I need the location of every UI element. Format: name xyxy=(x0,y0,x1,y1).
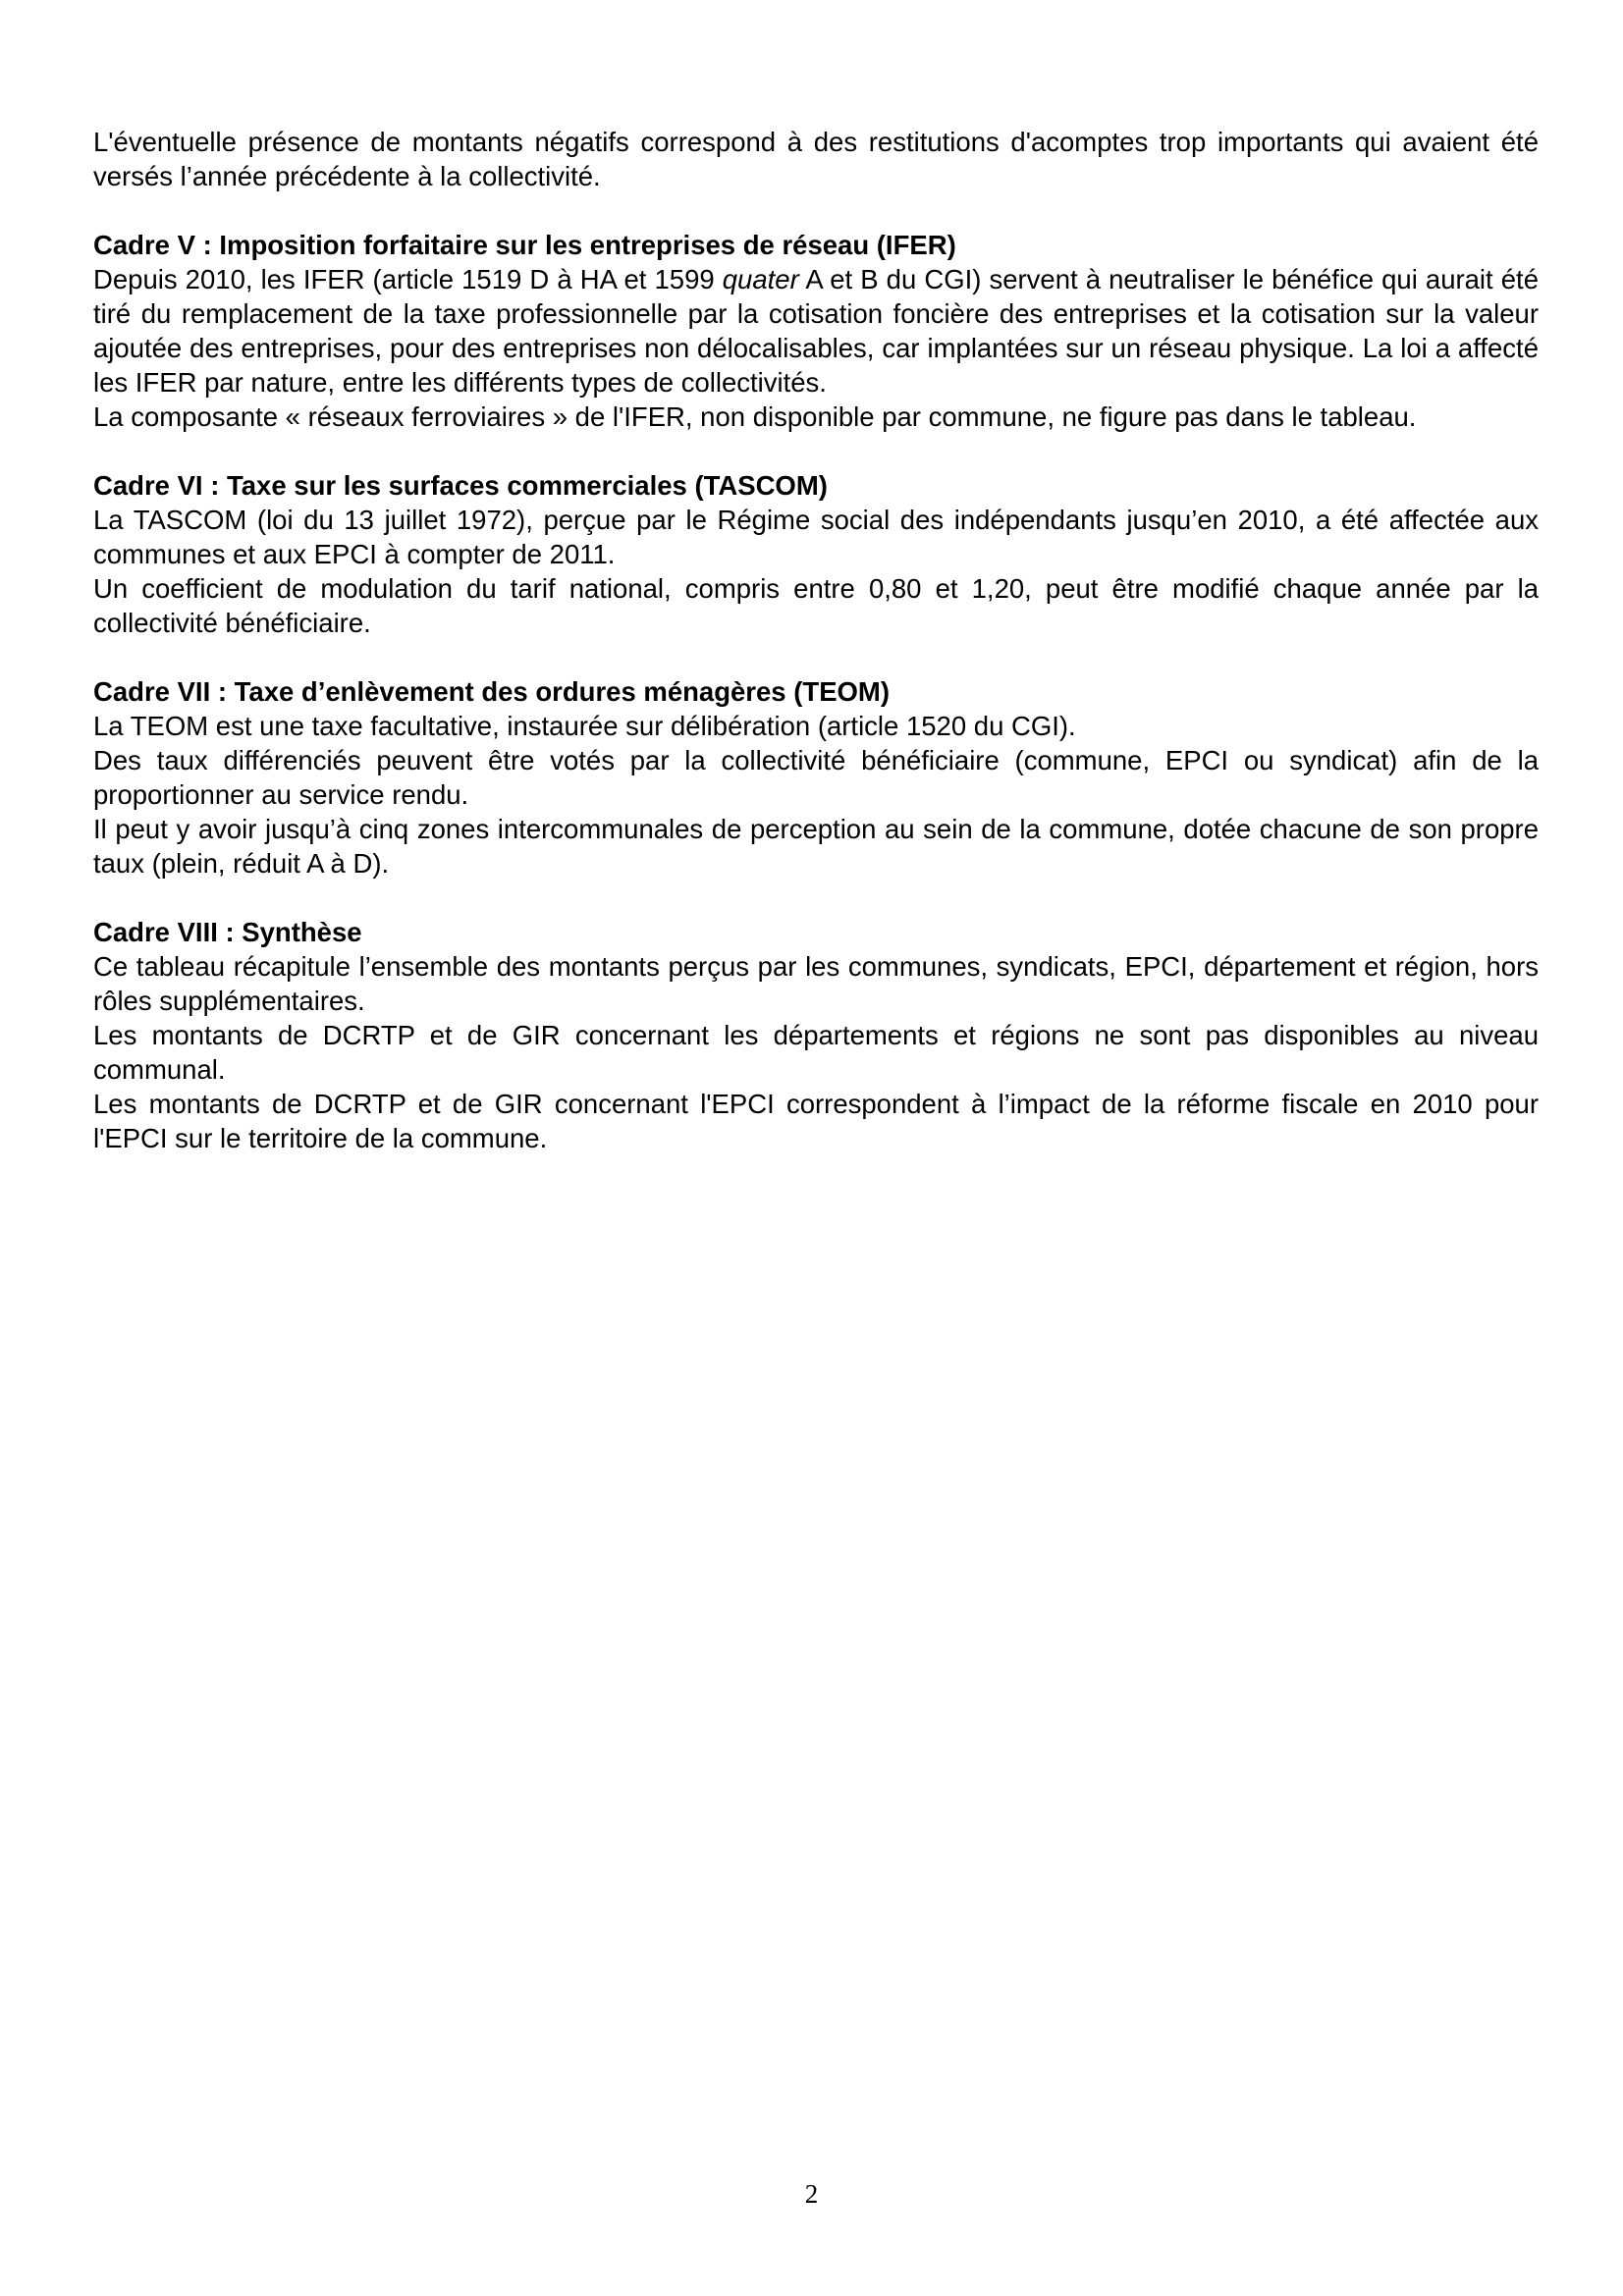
paragraph: La TEOM est une taxe facultative, instaurée sur délibération (article 1520 du CGI). xyxy=(93,711,1076,741)
section-heading: Cadre VII : Taxe d’enlèvement des ordures ménagères (TEOM) xyxy=(93,676,890,707)
paragraph: Les montants de DCRTP et de GIR concernant l'EPCI correspondent à l’impact de la réforme fiscale en 2010 pour l'EPCI sur le territoire de la commune. xyxy=(93,1089,1539,1153)
paragraph: Des taux différenciés peuvent être votés par la collectivité bénéficiaire (commune, EPCI ou syndicat) afin de la proportionner au service rendu. xyxy=(93,745,1539,810)
document-body xyxy=(93,125,1539,1155)
section-cadre-v xyxy=(93,228,1539,434)
text-run: A et B du CGI) servent à neutraliser le bénéfice qui aurait été tiré du remplacement de la taxe professionnelle par la cotisation foncière des entreprises et la cotisation sur la valeur ajoutée des entreprises, pour des entreprises non délocalisables, car implantées sur un réseau physique. La loi a affecté les IFER par nature, entre les différents types de collectivités. xyxy=(93,264,1539,398)
text-run: Depuis 2010, les IFER (article 1519 D à HA et 1599 xyxy=(93,264,723,294)
paragraph: Ce tableau récapitule l’ensemble des montants perçus par les communes, syndicats, EPCI, département et région, hors rôles supplémentaires. xyxy=(93,951,1539,1016)
section-cadre-vii xyxy=(93,674,1539,881)
paragraph: Il peut y avoir jusqu’à cinq zones intercommunales de perception au sein de la commune, dotée chacune de son propre taux (plein, réduit A à D). xyxy=(93,814,1539,879)
section-heading: Cadre V : Imposition forfaitaire sur les entreprises de réseau (IFER) xyxy=(93,230,956,260)
page-number: 2 xyxy=(804,2179,819,2209)
section-cadre-vi xyxy=(93,468,1539,640)
paragraph xyxy=(93,262,1539,400)
section-cadre-viii xyxy=(93,915,1539,1155)
paragraph: Un coefficient de modulation du tarif national, compris entre 0,80 et 1,20, peut être modifié chaque année par la collectivité bénéficiaire. xyxy=(93,573,1539,638)
paragraph: La composante « réseaux ferroviaires » de l'IFER, non disponible par commune, ne figure pas dans le tableau. xyxy=(93,401,1417,432)
italic-text: quater xyxy=(722,264,799,294)
paragraph: Les montants de DCRTP et de GIR concernant les départements et régions ne sont pas disponibles au niveau communal. xyxy=(93,1020,1539,1085)
section-heading: Cadre VIII : Synthèse xyxy=(93,917,362,947)
paragraph: La TASCOM (loi du 13 juillet 1972), perçue par le Régime social des indépendants jusqu’en 2010, a été affectée aux communes et aux EPCI à compter de 2011. xyxy=(93,505,1539,569)
section-heading: Cadre VI : Taxe sur les surfaces commerciales (TASCOM) xyxy=(93,470,828,501)
intro-paragraph: L'éventuelle présence de montants négatifs correspond à des restitutions d'acomptes trop importants qui avaient été versés l’année précédente à la collectivité. xyxy=(93,127,1539,191)
